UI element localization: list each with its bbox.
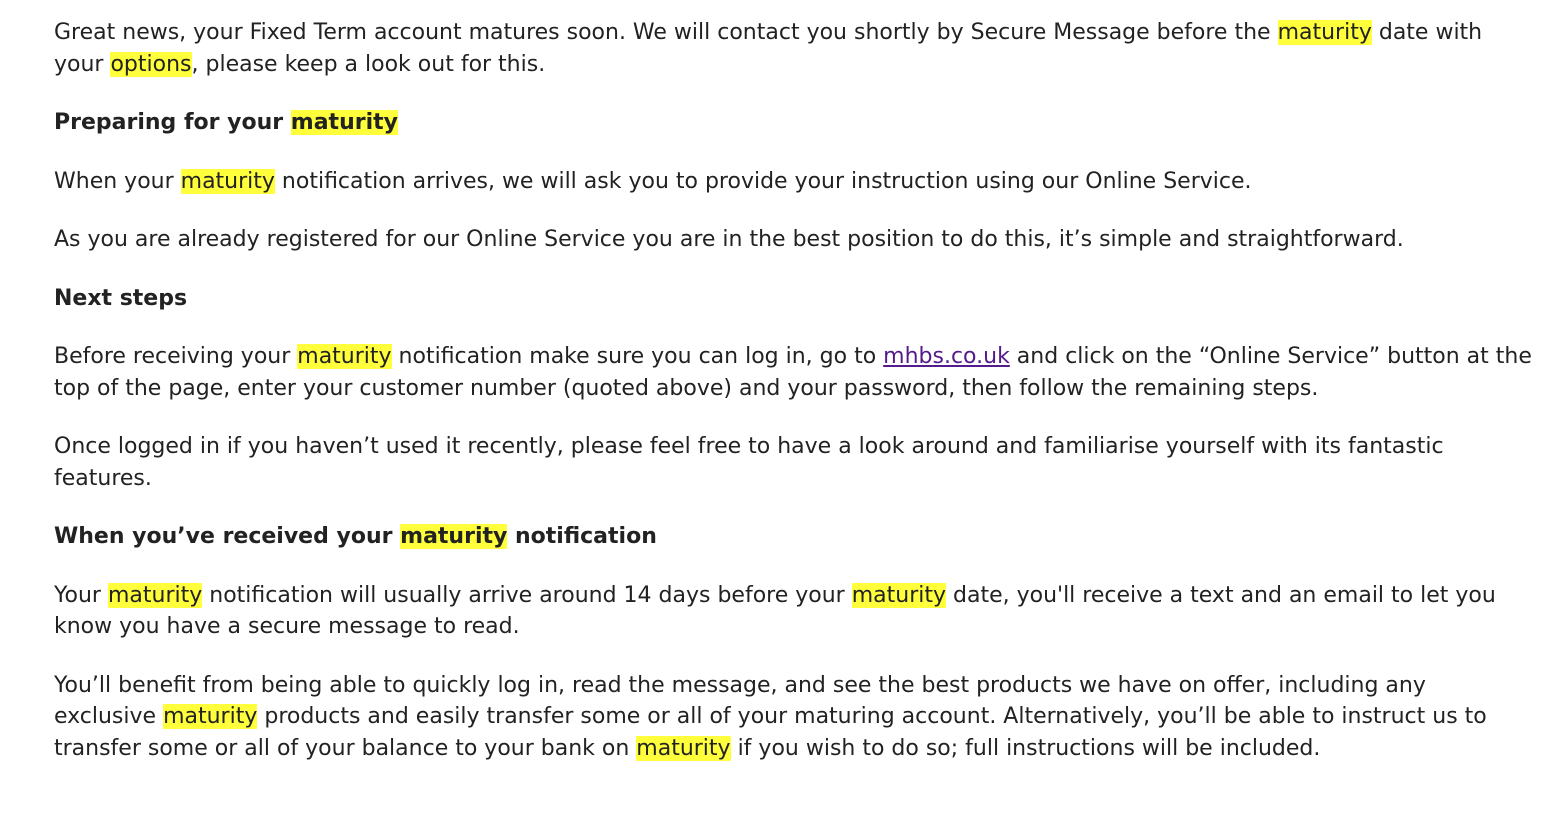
text-span: Preparing for your — [54, 110, 291, 135]
message-body — [54, 17, 1534, 791]
text-span: When you’ve received your — [54, 524, 401, 549]
text-span: notification — [507, 524, 657, 549]
arrival-paragraph — [54, 580, 1534, 643]
heading-received — [54, 521, 1534, 553]
text-span: notification make sure you can log in, go to — [391, 344, 884, 369]
search-highlight: maturity — [163, 704, 258, 729]
search-highlight: maturity — [400, 524, 508, 549]
text-span: if you wish to do so; full instructions will be included. — [730, 735, 1321, 761]
heading-preparing — [54, 107, 1534, 139]
text-span: Next steps — [54, 285, 188, 311]
intro-paragraph — [54, 17, 1534, 80]
text-span: Once logged in if you haven’t used it recently, please feel free to have a look around and familiarise yourself with its fantastic features. — [54, 434, 1444, 491]
text-span: As you are already registered for our Online Service you are in the best position to do this, it’s simple and straightforward. — [54, 227, 1404, 252]
search-highlight: maturity — [636, 735, 731, 761]
registered-paragraph — [54, 224, 1534, 256]
search-highlight: maturity — [1277, 20, 1372, 45]
text-span: Great news, your Fixed Term account matures soon. We will contact you shortly by Secure Message before the — [54, 20, 1278, 45]
search-highlight: maturity — [297, 344, 392, 369]
search-highlight: options — [110, 51, 192, 77]
text-span: notification will usually arrive around 14 days before your — [202, 582, 852, 608]
text-span: Your — [54, 582, 108, 608]
familiarise-paragraph — [54, 431, 1534, 494]
benefit-paragraph — [54, 670, 1534, 765]
login-instructions-paragraph — [54, 341, 1534, 404]
text-span: You’ll benefit from being able to quickly log in, read the message, and see the best products we have on offer, including any exclusive — [54, 672, 1426, 729]
text-span: , please keep a look out for this. — [191, 51, 546, 77]
text-span: When your — [54, 168, 181, 194]
text-span: date with your — [54, 20, 1483, 77]
notification-paragraph — [54, 166, 1534, 198]
text-span: date, you'll receive a text and an email to let you know you have a secure message to read. — [54, 582, 1496, 639]
search-highlight: maturity — [180, 168, 275, 194]
text-span: notification arrives, we will ask you to provide your instruction using our Online Service. — [274, 168, 1252, 194]
search-highlight: maturity — [851, 582, 947, 608]
heading-next-steps — [54, 283, 1534, 315]
text-span: products and easily transfer some or all of your maturing account. Alternatively, you’ll be able to instruct us to transfer some or all of your balance to your bank on — [54, 704, 1487, 761]
search-highlight: maturity — [107, 582, 203, 608]
text-span: Before receiving your — [54, 344, 298, 369]
search-highlight: maturity — [290, 110, 398, 135]
mhbs-link[interactable]: mhbs.co.uk — [883, 344, 1010, 369]
text-span: and click on the “Online Service” button at the top of the page, enter your customer number (quoted above) and your password, then follow the remaining steps. — [54, 344, 1532, 401]
